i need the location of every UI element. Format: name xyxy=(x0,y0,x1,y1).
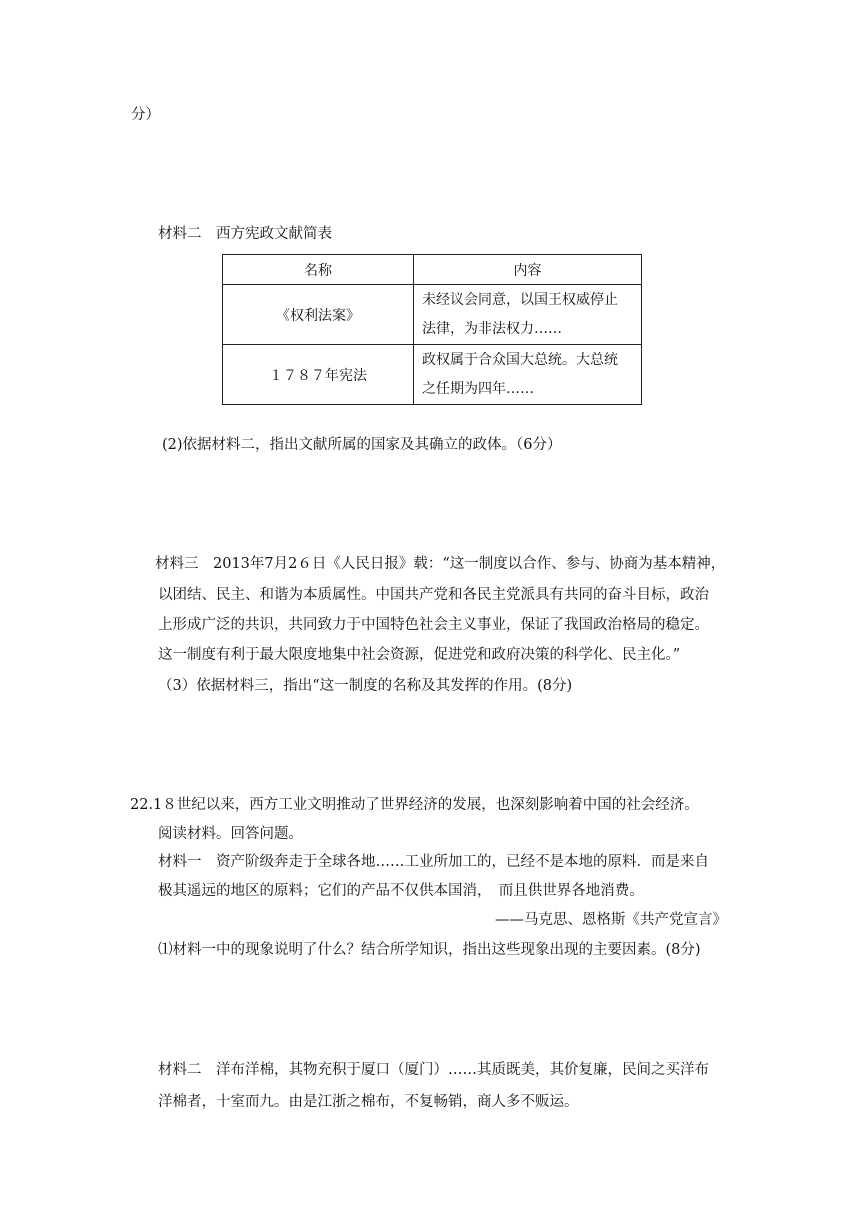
q22-material2-line: 洋棉者，十室而九。由是江浙之棉布，不复畅销，商人多不贩运。 xyxy=(158,1094,579,1110)
material3-line: 以团结、民主、和谐为本质属性。中国共产党和各民主党派具有共同的奋斗目标，政治 xyxy=(158,587,709,603)
table-header-row xyxy=(223,255,642,285)
table-cell-content xyxy=(414,345,642,405)
table-header-name: 名称 xyxy=(223,255,414,285)
table-cell-name: １７８７年宪法 xyxy=(223,345,414,405)
q22-intro-line: 阅读材料。回答问题。 xyxy=(158,826,303,842)
content-line: 之任期为四年…… xyxy=(422,380,534,397)
q22-question-1: ⑴材料一中的现象说明了什么？结合所学知识，指出这些现象出现的主要因素。(8分) xyxy=(158,942,701,958)
question-2: (2)依据材料二，指出文献所属的国家及其确立的政体。（6分） xyxy=(162,437,562,453)
page-fragment: 分） xyxy=(131,107,160,123)
constitution-documents-table xyxy=(222,254,642,405)
table-cell-content xyxy=(414,285,642,345)
table-row xyxy=(223,285,642,345)
table-row xyxy=(223,345,642,405)
q22-material2-line: 材料二 洋布洋棉，其物充积于厦口（厦门）……其质既美，其价复廉，民间之买洋布 xyxy=(158,1062,709,1078)
content-line: 未经议会同意，以国王权威停止 xyxy=(422,291,618,308)
question-3: （3）依据材料三，指出“这一制度的名称及其发挥的作用。(8分) xyxy=(158,678,573,694)
table-cell-name: 《权利法案》 xyxy=(223,285,414,345)
material2-heading: 材料二 西方宪政文献简表 xyxy=(158,226,332,242)
content-line: 法律，为非法权力…… xyxy=(422,320,562,337)
q22-intro-line: 22.1８世纪以来，西方工业文明推动了世界经济的发展，也深刻影响着中国的社会经济。 xyxy=(130,797,699,813)
table-header-content: 内容 xyxy=(414,255,642,285)
q22-material1-line: 材料一 资产阶级奔走于全球各地……工业所加工的，已经不是本地的原料．而是来自 xyxy=(158,854,709,870)
content-line: 政权属于合众国大总统。大总统 xyxy=(422,351,618,368)
q22-material1-line: 极其遥远的地区的原料；它们的产品不仅供本国消， 而且供世界各地消费。 xyxy=(158,883,644,899)
material3-line: 这一制度有利于最大限度地集中社会资源，促进党和政府决策的科学化、民主化。” xyxy=(158,647,681,663)
material3-line: 上形成广泛的共识，共同致力于中国特色社会主义事业，保证了我国政治格局的稳定。 xyxy=(158,617,709,633)
q22-material1-source: ——马克思、恩格斯《共产党宣言》 xyxy=(495,912,727,928)
material3-line: 材料三 2013年7月2６日《人民日报》载：“这一制度以合作、参与、协商为基本精神， xyxy=(155,556,726,572)
